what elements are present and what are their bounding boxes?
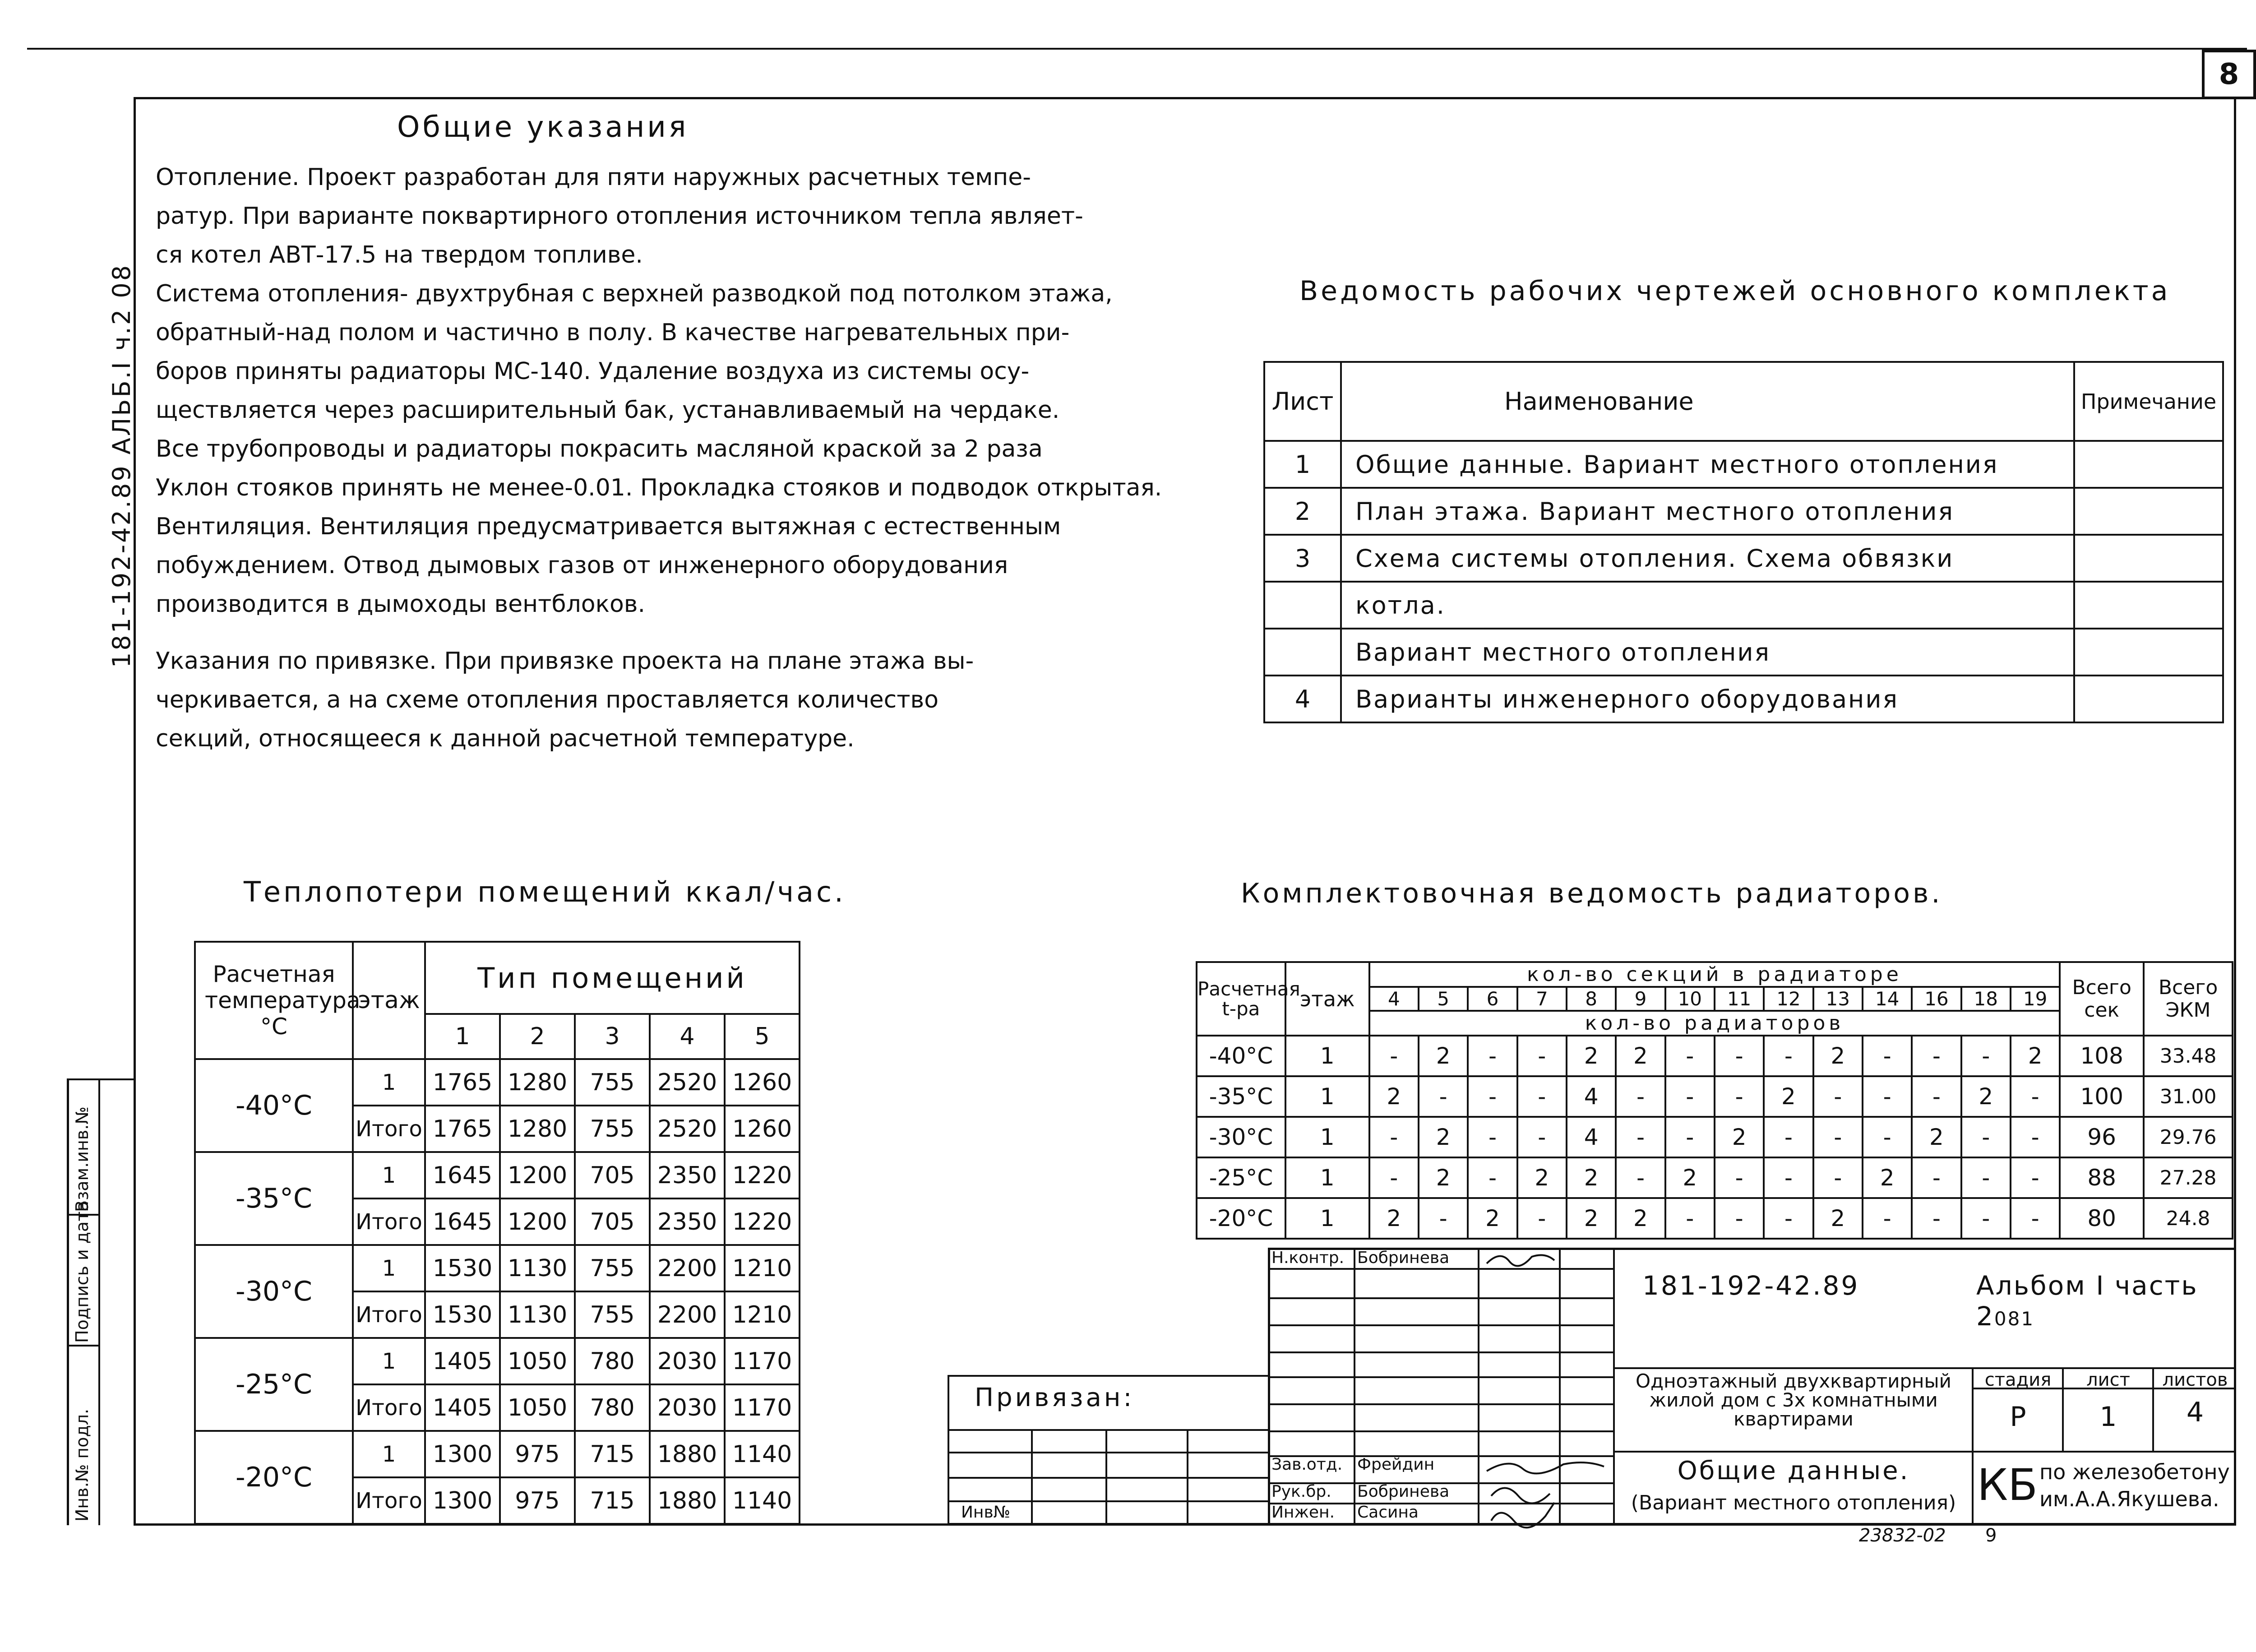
heat-loss-value: 755 bbox=[575, 1059, 650, 1106]
radiator-count: - bbox=[1912, 1076, 1961, 1117]
table-row bbox=[1197, 1036, 2233, 1076]
table-row bbox=[1264, 676, 2223, 722]
drawing-note bbox=[2074, 441, 2223, 488]
inv-number-label: Инв№ bbox=[961, 1503, 1011, 1522]
heat-loss-value: 1170 bbox=[725, 1338, 800, 1384]
footer-page: 9 bbox=[1985, 1525, 1997, 1546]
section-count-header: 7 bbox=[1517, 987, 1567, 1011]
heat-loss-value: 1260 bbox=[725, 1059, 800, 1106]
inzhen-label: Инжен. bbox=[1271, 1503, 1335, 1522]
drawings-header-note: Примечание bbox=[2074, 362, 2223, 441]
note-line: обратный-над полом и частично в полу. В качестве нагревательных при- bbox=[156, 319, 1070, 346]
drawing-name: котла. bbox=[1341, 582, 2074, 629]
radiator-header-sections: кол-во секций в радиаторе bbox=[1369, 962, 2060, 987]
floor-cell: Итого bbox=[353, 1477, 425, 1524]
table-row bbox=[1197, 1117, 2233, 1157]
note-line: ратур. При варианте поквартирного отопления источником тепла являет- bbox=[156, 203, 1083, 230]
drawing-note bbox=[2074, 676, 2223, 722]
heat-loss-value: 1300 bbox=[425, 1477, 500, 1524]
drawing-name: Общие данные. Вариант местного отопления bbox=[1341, 441, 2074, 488]
stage-value: Р bbox=[2010, 1401, 2026, 1433]
album-label bbox=[1976, 1270, 2236, 1332]
radiator-count: - bbox=[2011, 1076, 2060, 1117]
note-line: Отопление. Проект разработан для пяти наружных расчетных темпе- bbox=[156, 164, 1031, 191]
radiator-count: 2 bbox=[1912, 1117, 1961, 1157]
total-ekm: 29.76 bbox=[2144, 1117, 2233, 1157]
heat-loss-value: 2030 bbox=[650, 1338, 725, 1384]
section-count-header: 8 bbox=[1567, 987, 1616, 1011]
heat-loss-value: 1645 bbox=[425, 1152, 500, 1199]
general-notes bbox=[156, 158, 1248, 758]
heat-loss-value: 755 bbox=[575, 1291, 650, 1338]
total-sections: 96 bbox=[2060, 1117, 2144, 1157]
radiator-count: - bbox=[1468, 1036, 1517, 1076]
radiator-count: - bbox=[1715, 1036, 1764, 1076]
drawing-name: Варианты инженерного оборудования bbox=[1341, 676, 2074, 722]
radiator-count: - bbox=[1764, 1198, 1813, 1239]
heat-loss-value: 1880 bbox=[650, 1431, 725, 1477]
radiator-count: 4 bbox=[1567, 1117, 1616, 1157]
section-count-header: 5 bbox=[1419, 987, 1468, 1011]
radiator-count: - bbox=[1961, 1198, 2011, 1239]
radiator-header-count: кол-во радиаторов bbox=[1369, 1011, 2060, 1036]
section-count-header: 13 bbox=[1813, 987, 1863, 1011]
radiator-count: - bbox=[1665, 1198, 1715, 1239]
heat-loss-value: 1530 bbox=[425, 1245, 500, 1291]
stage-header: стадия bbox=[1984, 1370, 2052, 1390]
radiator-count: - bbox=[1764, 1117, 1813, 1157]
design-temperature: -35°С bbox=[195, 1152, 353, 1245]
drawing-sheet-number: 4 bbox=[1264, 676, 1341, 722]
radiator-count: 2 bbox=[1468, 1198, 1517, 1239]
radiator-count: 2 bbox=[1567, 1157, 1616, 1198]
heat-loss-value: 705 bbox=[575, 1152, 650, 1199]
sheet-value: 1 bbox=[2099, 1401, 2117, 1433]
sheet-subtitle: (Вариант местного отопления) bbox=[1631, 1491, 1956, 1514]
note-line: Все трубопроводы и радиаторы покрасить масляной краской за 2 раза bbox=[156, 435, 1043, 463]
floor-cell: 1 bbox=[353, 1152, 425, 1199]
floor-cell: 1 bbox=[353, 1431, 425, 1477]
heat-loss-title: Теплопотери помещений ккал/час. bbox=[244, 875, 846, 908]
radiator-count: - bbox=[1665, 1117, 1715, 1157]
heat-loss-value: 1645 bbox=[425, 1199, 500, 1245]
section-count-header: 18 bbox=[1961, 987, 2011, 1011]
radiator-count: 4 bbox=[1567, 1076, 1616, 1117]
radiator-count: - bbox=[1616, 1076, 1665, 1117]
total-sections: 80 bbox=[2060, 1198, 2144, 1239]
radiator-count: - bbox=[1665, 1036, 1715, 1076]
radiator-count: - bbox=[1813, 1157, 1863, 1198]
radiator-count: 2 bbox=[1369, 1198, 1419, 1239]
note-line: боров приняты радиаторы МС-140. Удаление воздуха из системы осу- bbox=[156, 358, 1030, 385]
floor-cell: 1 bbox=[353, 1245, 425, 1291]
radiator-count: - bbox=[1517, 1117, 1567, 1157]
heat-loss-value: 975 bbox=[500, 1477, 575, 1524]
radiator-count: - bbox=[1764, 1157, 1813, 1198]
signatures-icon bbox=[1482, 1453, 1618, 1525]
note-line: побуждением. Отвод дымовых газов от инженерного оборудования bbox=[156, 552, 1008, 579]
heat-loss-value: 1405 bbox=[425, 1384, 500, 1431]
side-document-code: 181-192-42.89 АЛЬБ.I ч.2 08 bbox=[107, 263, 136, 668]
total-ekm: 31.00 bbox=[2144, 1076, 2233, 1117]
footer-code: 23832-02 bbox=[1859, 1525, 1946, 1546]
radiator-count: - bbox=[2011, 1157, 2060, 1198]
note-line: черкивается, а на схеме отопления проставляется количество bbox=[156, 686, 939, 713]
drawings-list-title: Ведомость рабочих чертежей основного комплекта bbox=[1299, 275, 2171, 307]
radiator-count: - bbox=[1616, 1157, 1665, 1198]
heat-loss-value: 2350 bbox=[650, 1199, 725, 1245]
heat-loss-value: 1405 bbox=[425, 1338, 500, 1384]
radiator-count: - bbox=[1369, 1117, 1419, 1157]
radiator-count: 2 bbox=[1764, 1076, 1813, 1117]
zav-otd-label: Зав.отд. bbox=[1271, 1455, 1343, 1474]
floor-cell: 1 bbox=[1285, 1076, 1369, 1117]
design-temperature: -20°С bbox=[1197, 1198, 1285, 1239]
note-line: Указания по привязке. При привязке проекта на плане этажа вы- bbox=[156, 648, 974, 675]
section-count-header: 4 bbox=[1369, 987, 1419, 1011]
floor-cell: Итого bbox=[353, 1291, 425, 1338]
album-tail: 081 bbox=[1994, 1308, 2035, 1330]
total-ekm: 33.48 bbox=[2144, 1036, 2233, 1076]
radiator-count: - bbox=[1616, 1117, 1665, 1157]
radiator-count: - bbox=[1665, 1076, 1715, 1117]
privyazan-label: Привязан: bbox=[975, 1383, 1135, 1412]
radiator-count: - bbox=[1468, 1117, 1517, 1157]
radiator-count: - bbox=[1863, 1036, 1912, 1076]
radiator-count: - bbox=[1517, 1036, 1567, 1076]
heat-loss-value: 1050 bbox=[500, 1384, 575, 1431]
drawing-sheet-number bbox=[1264, 629, 1341, 676]
radiator-list-title: Комплектовочная ведомость радиаторов. bbox=[1241, 878, 1943, 909]
side-stamp-original-inv: Инв.№ подл. bbox=[72, 1408, 92, 1522]
heat-loss-value: 1260 bbox=[725, 1106, 800, 1152]
table-row bbox=[195, 1245, 800, 1291]
floor-cell: Итого bbox=[353, 1199, 425, 1245]
note-line: ществляется через расширительный бак, устанавливаемый на чердаке. bbox=[156, 397, 1060, 424]
organization-code: КБ bbox=[1977, 1460, 2038, 1510]
radiator-header-temperature: Расчетная t-ра bbox=[1197, 962, 1285, 1036]
design-temperature: -25°С bbox=[195, 1338, 353, 1431]
heat-loss-value: 1130 bbox=[500, 1245, 575, 1291]
heat-loss-value: 1220 bbox=[725, 1152, 800, 1199]
design-temperature: -35°С bbox=[1197, 1076, 1285, 1117]
radiator-count: - bbox=[1369, 1157, 1419, 1198]
floor-cell: 1 bbox=[1285, 1157, 1369, 1198]
ruk-br-label: Рук.бр. bbox=[1271, 1482, 1331, 1501]
document-code: 181-192-42.89 bbox=[1642, 1270, 1860, 1301]
table-row bbox=[1264, 582, 2223, 629]
total-sections: 100 bbox=[2060, 1076, 2144, 1117]
section-count-header: 9 bbox=[1616, 987, 1665, 1011]
heat-loss-value: 780 bbox=[575, 1338, 650, 1384]
table-row bbox=[1197, 1076, 2233, 1117]
room-type-header: 3 bbox=[575, 1014, 650, 1059]
heat-loss-value: 1220 bbox=[725, 1199, 800, 1245]
radiator-count: - bbox=[1961, 1036, 2011, 1076]
radiator-count: 2 bbox=[1715, 1117, 1764, 1157]
floor-cell: 1 bbox=[1285, 1117, 1369, 1157]
radiator-count: 2 bbox=[1665, 1157, 1715, 1198]
radiator-count: - bbox=[1468, 1157, 1517, 1198]
table-row bbox=[1264, 441, 2223, 488]
radiator-count: - bbox=[1863, 1198, 1912, 1239]
radiator-count: 2 bbox=[1813, 1198, 1863, 1239]
total-sections: 88 bbox=[2060, 1157, 2144, 1198]
note-line: Уклон стояков принять не менее-0.01. Прокладка стояков и подводок открытая. bbox=[156, 474, 1162, 501]
side-stamp-signature-date: Подпись и дата bbox=[72, 1201, 92, 1343]
heat-loss-value: 1280 bbox=[500, 1106, 575, 1152]
radiator-count: 2 bbox=[1567, 1198, 1616, 1239]
sheet-title: Общие данные. bbox=[1677, 1456, 1910, 1485]
sheet-header: лист bbox=[2086, 1370, 2130, 1390]
general-notes-title: Общие указания bbox=[397, 111, 689, 144]
organization-line-2: им.А.А.Якушева. bbox=[2039, 1487, 2219, 1511]
drawing-name: План этажа. Вариант местного отопления bbox=[1341, 488, 2074, 535]
heat-loss-value: 1200 bbox=[500, 1152, 575, 1199]
drawing-note bbox=[2074, 582, 2223, 629]
heat-loss-value: 2200 bbox=[650, 1291, 725, 1338]
heat-loss-value: 1140 bbox=[725, 1477, 800, 1524]
radiator-count: - bbox=[1863, 1076, 1912, 1117]
radiator-count: 2 bbox=[2011, 1036, 2060, 1076]
table-row bbox=[195, 1152, 800, 1199]
floor-cell: 1 bbox=[1285, 1036, 1369, 1076]
heat-loss-value: 1765 bbox=[425, 1106, 500, 1152]
radiator-table bbox=[1196, 961, 2233, 1240]
table-row bbox=[195, 1338, 800, 1384]
radiator-count: - bbox=[1419, 1198, 1468, 1239]
room-type-header: 5 bbox=[725, 1014, 800, 1059]
n-kontr-name: Бобринева bbox=[1357, 1249, 1450, 1267]
section-count-header: 14 bbox=[1863, 987, 1912, 1011]
heat-loss-value: 1200 bbox=[500, 1199, 575, 1245]
radiator-count: - bbox=[1813, 1117, 1863, 1157]
radiator-count: 2 bbox=[1419, 1036, 1468, 1076]
radiator-count: 2 bbox=[1369, 1076, 1419, 1117]
section-count-header: 12 bbox=[1764, 987, 1813, 1011]
inzhen-name: Сасина bbox=[1357, 1503, 1419, 1522]
radiator-count: 2 bbox=[1567, 1036, 1616, 1076]
heat-loss-value: 1210 bbox=[725, 1245, 800, 1291]
radiator-header-total-ekm: Всего ЭКМ bbox=[2144, 962, 2233, 1036]
heat-loss-value: 1530 bbox=[425, 1291, 500, 1338]
room-type-header: 2 bbox=[500, 1014, 575, 1059]
radiator-count: - bbox=[1863, 1117, 1912, 1157]
section-count-header: 19 bbox=[2011, 987, 2060, 1011]
heat-loss-value: 2030 bbox=[650, 1384, 725, 1431]
zav-otd-name: Фрейдин bbox=[1357, 1455, 1435, 1474]
side-stamp bbox=[67, 1078, 134, 1525]
radiator-count: 2 bbox=[1616, 1198, 1665, 1239]
section-count-header: 6 bbox=[1468, 987, 1517, 1011]
design-temperature: -25°С bbox=[1197, 1157, 1285, 1198]
radiator-count: 2 bbox=[1863, 1157, 1912, 1198]
floor-cell: 1 bbox=[353, 1338, 425, 1384]
heat-loss-value: 1765 bbox=[425, 1059, 500, 1106]
radiator-count: - bbox=[1715, 1076, 1764, 1117]
radiator-count: 2 bbox=[1419, 1157, 1468, 1198]
radiator-count: - bbox=[1961, 1117, 2011, 1157]
heat-loss-value: 780 bbox=[575, 1384, 650, 1431]
radiator-count: 2 bbox=[1813, 1036, 1863, 1076]
radiator-header-total-sections: Всего сек bbox=[2060, 962, 2144, 1036]
heat-loss-value: 705 bbox=[575, 1199, 650, 1245]
radiator-header-floor: этаж bbox=[1285, 962, 1369, 1036]
drawing-note bbox=[2074, 629, 2223, 676]
heat-loss-value: 2350 bbox=[650, 1152, 725, 1199]
radiator-count: - bbox=[1961, 1157, 2011, 1198]
note-line: производится в дымоходы вентблоков. bbox=[156, 591, 645, 618]
note-line bbox=[156, 624, 1248, 642]
heat-loss-value: 1170 bbox=[725, 1384, 800, 1431]
floor-cell: 1 bbox=[353, 1059, 425, 1106]
drawings-header-name: Наименование bbox=[1341, 362, 2074, 441]
radiator-count: - bbox=[1912, 1036, 1961, 1076]
design-temperature: -30°С bbox=[1197, 1117, 1285, 1157]
design-temperature: -40°С bbox=[1197, 1036, 1285, 1076]
floor-cell: 1 bbox=[1285, 1198, 1369, 1239]
floor-cell: Итого bbox=[353, 1384, 425, 1431]
table-row bbox=[195, 1431, 800, 1477]
design-temperature: -40°С bbox=[195, 1059, 353, 1152]
n-kontr-label: Н.контр. bbox=[1271, 1249, 1345, 1267]
drawing-sheet-number bbox=[1264, 582, 1341, 629]
heat-loss-value: 1300 bbox=[425, 1431, 500, 1477]
title-block bbox=[948, 1248, 2236, 1526]
drawings-header-sheet: Лист bbox=[1264, 362, 1341, 441]
section-count-header: 16 bbox=[1912, 987, 1961, 1011]
heat-loss-value: 1280 bbox=[500, 1059, 575, 1106]
drawing-sheet-number: 2 bbox=[1264, 488, 1341, 535]
table-row bbox=[195, 1059, 800, 1106]
radiator-count: - bbox=[1517, 1198, 1567, 1239]
heat-loss-value: 715 bbox=[575, 1431, 650, 1477]
heat-loss-value: 1210 bbox=[725, 1291, 800, 1338]
total-ekm: 27.28 bbox=[2144, 1157, 2233, 1198]
radiator-count: 2 bbox=[1616, 1036, 1665, 1076]
total-sections: 108 bbox=[2060, 1036, 2144, 1076]
heat-loss-value: 1050 bbox=[500, 1338, 575, 1384]
drawing-sheet-number: 1 bbox=[1264, 441, 1341, 488]
drawing-name: Схема системы отопления. Схема обвязки bbox=[1341, 535, 2074, 582]
radiator-count: - bbox=[1813, 1076, 1863, 1117]
heat-loss-value: 715 bbox=[575, 1477, 650, 1524]
sheets-header: листов bbox=[2162, 1370, 2228, 1390]
heat-loss-header-room-type: Тип помещений bbox=[425, 942, 800, 1014]
room-type-header: 1 bbox=[425, 1014, 500, 1059]
radiator-count: 2 bbox=[1961, 1076, 2011, 1117]
sheets-value: 4 bbox=[2186, 1397, 2204, 1428]
organization-line-1: по железобетону bbox=[2039, 1460, 2230, 1484]
radiator-count: - bbox=[1715, 1157, 1764, 1198]
note-line: ся котел АВТ-17.5 на твердом топливе. bbox=[156, 241, 643, 268]
radiator-count: - bbox=[1912, 1157, 1961, 1198]
radiator-count: - bbox=[1764, 1036, 1813, 1076]
heat-loss-value: 2520 bbox=[650, 1059, 725, 1106]
radiator-count: - bbox=[2011, 1198, 2060, 1239]
heat-loss-value: 975 bbox=[500, 1431, 575, 1477]
drawings-list-table bbox=[1263, 361, 2224, 723]
drawing-sheet-number: 3 bbox=[1264, 535, 1341, 582]
table-row bbox=[1197, 1157, 2233, 1198]
note-line: Система отопления- двухтрубная с верхней разводкой под потолком этажа, bbox=[156, 280, 1113, 307]
heat-loss-value: 2520 bbox=[650, 1106, 725, 1152]
album-text: Альбом I часть 2 bbox=[1976, 1270, 2198, 1332]
ruk-br-name: Бобринева bbox=[1357, 1482, 1450, 1501]
radiator-count: - bbox=[2011, 1117, 2060, 1157]
design-temperature: -30°С bbox=[195, 1245, 353, 1338]
radiator-count: - bbox=[1369, 1036, 1419, 1076]
heat-loss-table bbox=[194, 941, 800, 1525]
heat-loss-value: 755 bbox=[575, 1245, 650, 1291]
heat-loss-value: 1130 bbox=[500, 1291, 575, 1338]
drawing-name: Вариант местного отопления bbox=[1341, 629, 2074, 676]
table-row bbox=[1264, 488, 2223, 535]
section-count-header: 11 bbox=[1715, 987, 1764, 1011]
n-kontr-signature-icon bbox=[1482, 1248, 1559, 1270]
note-line: секций, относящееся к данной расчетной температуре. bbox=[156, 725, 855, 752]
radiator-count: - bbox=[1468, 1076, 1517, 1117]
sheet-number: 8 bbox=[2202, 50, 2256, 99]
radiator-count: - bbox=[1715, 1198, 1764, 1239]
floor-cell: Итого bbox=[353, 1106, 425, 1152]
table-row bbox=[1264, 535, 2223, 582]
heat-loss-value: 755 bbox=[575, 1106, 650, 1152]
side-stamp-replaced-inv: Взам.инв.№ bbox=[72, 1106, 92, 1212]
total-ekm: 24.8 bbox=[2144, 1198, 2233, 1239]
radiator-count: - bbox=[1517, 1076, 1567, 1117]
drawing-note bbox=[2074, 488, 2223, 535]
heat-loss-value: 2200 bbox=[650, 1245, 725, 1291]
radiator-count: - bbox=[1419, 1076, 1468, 1117]
heat-loss-header-floor: этаж bbox=[353, 942, 425, 1059]
radiator-count: 2 bbox=[1517, 1157, 1567, 1198]
heat-loss-value: 1140 bbox=[725, 1431, 800, 1477]
radiator-count: 2 bbox=[1419, 1117, 1468, 1157]
heat-loss-value: 1880 bbox=[650, 1477, 725, 1524]
project-name: Одноэтажный двухквартирный жилой дом с 3х комнатными квартирами bbox=[1636, 1370, 1951, 1430]
table-row bbox=[1264, 629, 2223, 676]
table-row bbox=[1197, 1198, 2233, 1239]
drawing-note bbox=[2074, 535, 2223, 582]
note-line: Вентиляция. Вентиляция предусматривается вытяжная с естественным bbox=[156, 513, 1061, 540]
radiator-count: - bbox=[1912, 1198, 1961, 1239]
room-type-header: 4 bbox=[650, 1014, 725, 1059]
heat-loss-header-temperature: Расчетная температура °С bbox=[195, 942, 353, 1059]
design-temperature: -20°С bbox=[195, 1431, 353, 1524]
section-count-header: 10 bbox=[1665, 987, 1715, 1011]
